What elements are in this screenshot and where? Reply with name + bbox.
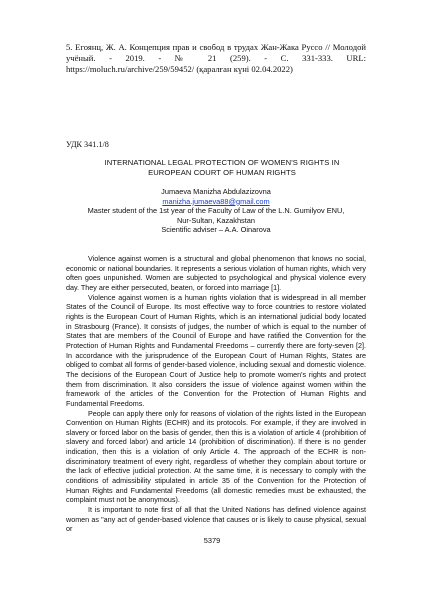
paragraph: It is important to note first of all that the United Nations has defined violence against women as "any act of gender-based violence that causes or is likely to cause physical, sexual or	[66, 505, 366, 534]
scientific-adviser: Scientific adviser – A.A. Oinarova	[161, 225, 271, 235]
paragraph: People can apply there only for reasons of violation of the rights listed in the European Convention on Human Rights (ECHR) and its protocols. For example, if they are involved in slavery or forced labor on the basis of gender, then this is a violation of article 4 (prohibition of slavery and forced labor) and article 14 (prohibition of discrimination). If there is no gender indication, then this is a violation of only Article 4. The approach of the ECHR is non-discriminatory treatment of every right, regardless of whether they complain about torture or the lack of effective judicial protection. At the same time, it is necessary to comply with the conditions of admissibility stipulated in article 35 of the Convention for the Protection of Human Rights and Fundamental Freedoms (all domestic remedies must be exhausted, the complaint must not be anonymous).	[66, 408, 366, 505]
page-number: 5379	[203, 536, 221, 545]
article-title-line-2: EUROPEAN COURT OF HUMAN RIGHTS	[148, 168, 296, 177]
article-body	[66, 254, 366, 534]
paragraph: Violence against women is a structural and global phenomenon that knows no social, economic or national boundaries. It represents a serious violation of human rights, which very often goes unpunished. Women are subjected to psychological and physical violence every day. They are either persecuted, beaten, or forced into marriage [1].	[66, 254, 366, 292]
author-position: Master student of the 1st year of the Faculty of Law of the L.N. Gumilyov ENU,	[87, 206, 345, 216]
paragraph: Violence against women is a human rights violation that is widespread in all member States of the Council of Europe. Its most effective way to force countries to restore violated rights is the European Court of Human Rights, which is an international judicial body located in Strasbourg (France). It consists of judges, the number of which is equal to the number of States that are members of the Council of Europe and have ratified the Convention for the Protection of Human Rights and Fundamental Freedoms – currently there are forty-seven [2]. In accordance with the jurisprudence of the European Court of Human Rights, States are obliged to combat all forms of gender-based violence, including sexual and domestic violence. The decisions of the European Court of Justice help to promote women's rights and protect them from discrimination. It also considers the issue of violence against women within the framework of the articles of the Convention for the Protection of Human Rights and Fundamental Freedoms.	[66, 292, 366, 408]
udk-code: УДК 341.1/8	[66, 140, 109, 149]
author-city: Nur-Sultan, Kazakhstan	[176, 215, 256, 225]
article-title	[84, 158, 360, 178]
author-block	[66, 187, 366, 235]
author-name: Jumaeva Manizha Abdulazizovna	[161, 187, 271, 196]
article-title-line-1: INTERNATIONAL LEGAL PROTECTION OF WOMEN'S RIGHTS IN	[104, 158, 340, 167]
reference-entry: 5. Егоянц, Ж. А. Концепция прав и свобод в трудах Жан-Жака Руссо // Молодой учёный. - 2019. - № 21 (259). - С. 331-333. URL: https://moluch.ru/archive/259/59452/ (қаралған күні 02.04.2022)	[66, 42, 366, 74]
author-email-link[interactable]: manizha.jumaeva88@gmail.com	[162, 196, 270, 206]
